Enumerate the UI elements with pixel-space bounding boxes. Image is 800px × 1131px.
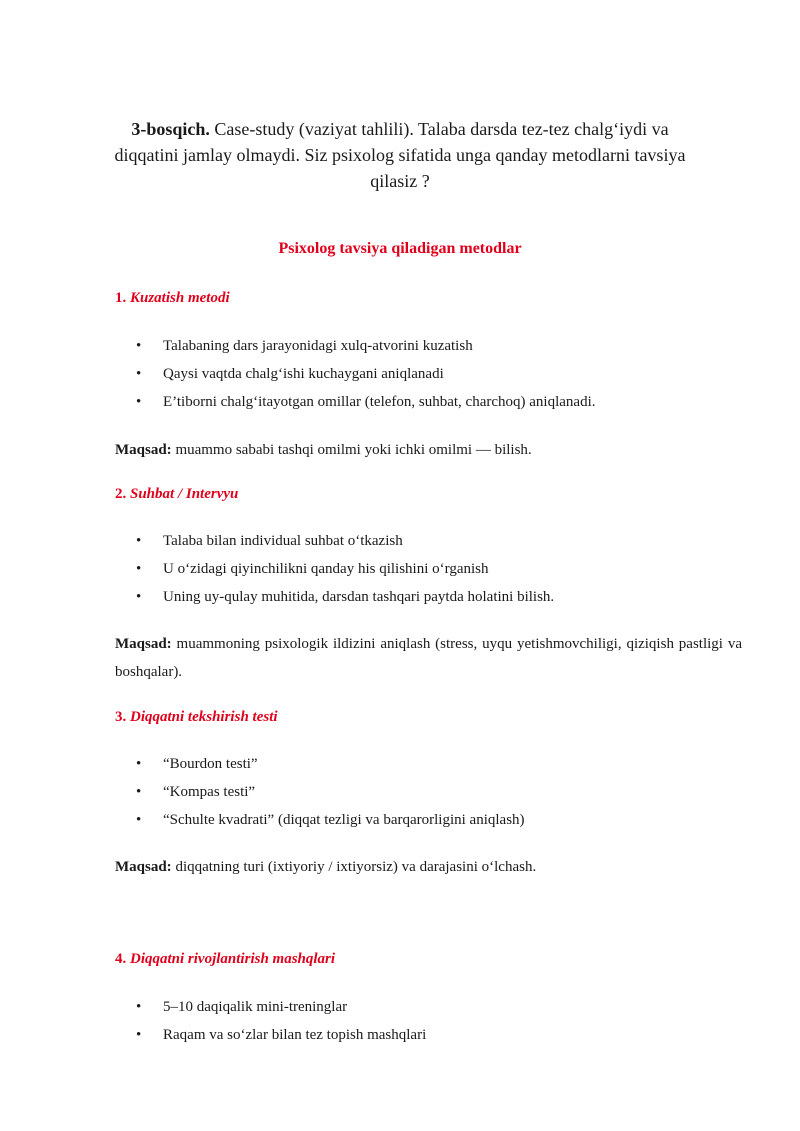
bullet-icon: • [136,589,142,605]
bullet-icon: • [136,812,142,828]
section-1-goal [115,436,742,464]
bullet-icon: • [136,338,142,354]
bullet-icon: • [136,561,142,577]
list-item: • 5–10 daqiqalik mini-treninglar [0,993,426,1021]
section-2-title [115,486,238,503]
stage-label: 3-bosqich. [131,119,210,139]
section-3-goal [115,853,742,881]
section-title-text: Diqqatni tekshirish testi [130,709,278,725]
section-title-text: Kuzatish metodi [130,290,230,306]
section-1-title [115,290,230,307]
section-number: 3. [115,709,127,725]
goal-text: diqqatning turi (ixtiyoriy / ixtiyorsiz) va darajasini o‘lchash. [171,859,537,875]
bullet-icon: • [136,533,142,549]
list-item: • “Bourdon testi” [0,750,525,778]
list-item: • “Kompas testi” [0,778,525,806]
goal-text: muammoning psixologik ildizini aniqlash (stress, uyqu yetishmovchiligi, qiziqish pastligi va boshqalar). [115,636,742,680]
section-4-title [115,951,335,968]
list-item: • Uning uy-qulay muhitida, darsdan tashqari paytda holatini bilish. [0,583,554,611]
section-2-goal [115,630,742,686]
list-item: • Talaba bilan individual suhbat o‘tkazish [0,527,554,555]
goal-label: Maqsad: [115,636,172,652]
methods-heading: Psixolog tavsiya qiladigan metodlar [278,240,522,257]
section-title-text: Diqqatni rivojlantirish mashqlari [130,951,336,967]
bullet-icon: • [136,1027,142,1043]
section-number: 4. [115,951,127,967]
goal-text: muammo sababi tashqi omilmi yoki ichki omilmi — bilish. [171,442,532,458]
list-item: • Raqam va so‘zlar bilan tez topish mashqlari [0,1021,426,1049]
section-3-title [115,709,278,726]
list-item: • U o‘zidagi qiyinchilikni qanday his qilishini o‘rganish [0,555,554,583]
bullet-icon: • [136,999,142,1015]
goal-label: Maqsad: [115,859,172,875]
section-4-list [0,993,426,1049]
list-item: • Talabaning dars jarayonidagi xulq-atvorini kuzatish [0,332,596,360]
goal-label: Maqsad: [115,442,172,458]
case-study-intro [110,116,690,194]
section-3-list [0,750,525,834]
bullet-icon: • [136,394,142,410]
section-2-list [0,527,554,611]
bullet-icon: • [136,756,142,772]
section-number: 2. [115,486,127,502]
bullet-icon: • [136,366,142,382]
list-item: • Qaysi vaqtda chalg‘ishi kuchaygani aniqlanadi [0,360,596,388]
list-item: • “Schulte kvadrati” (diqqat tezligi va barqarorligini aniqlash) [0,806,525,834]
section-1-list [0,332,596,416]
bullet-icon: • [136,784,142,800]
section-number: 1. [115,290,127,306]
case-study-text: Case-study (vaziyat tahlili). Talaba darsda tez-tez chalg‘iydi va diqqatini jamlay olmaydi. Siz psixolog sifatida unga qanday metodlarni tavsiya qilasiz ? [114,119,686,191]
section-title-text: Suhbat / Intervyu [130,486,239,502]
list-item: • E’tiborni chalg‘itayotgan omillar (telefon, suhbat, charchoq) aniqlanadi. [0,388,596,416]
